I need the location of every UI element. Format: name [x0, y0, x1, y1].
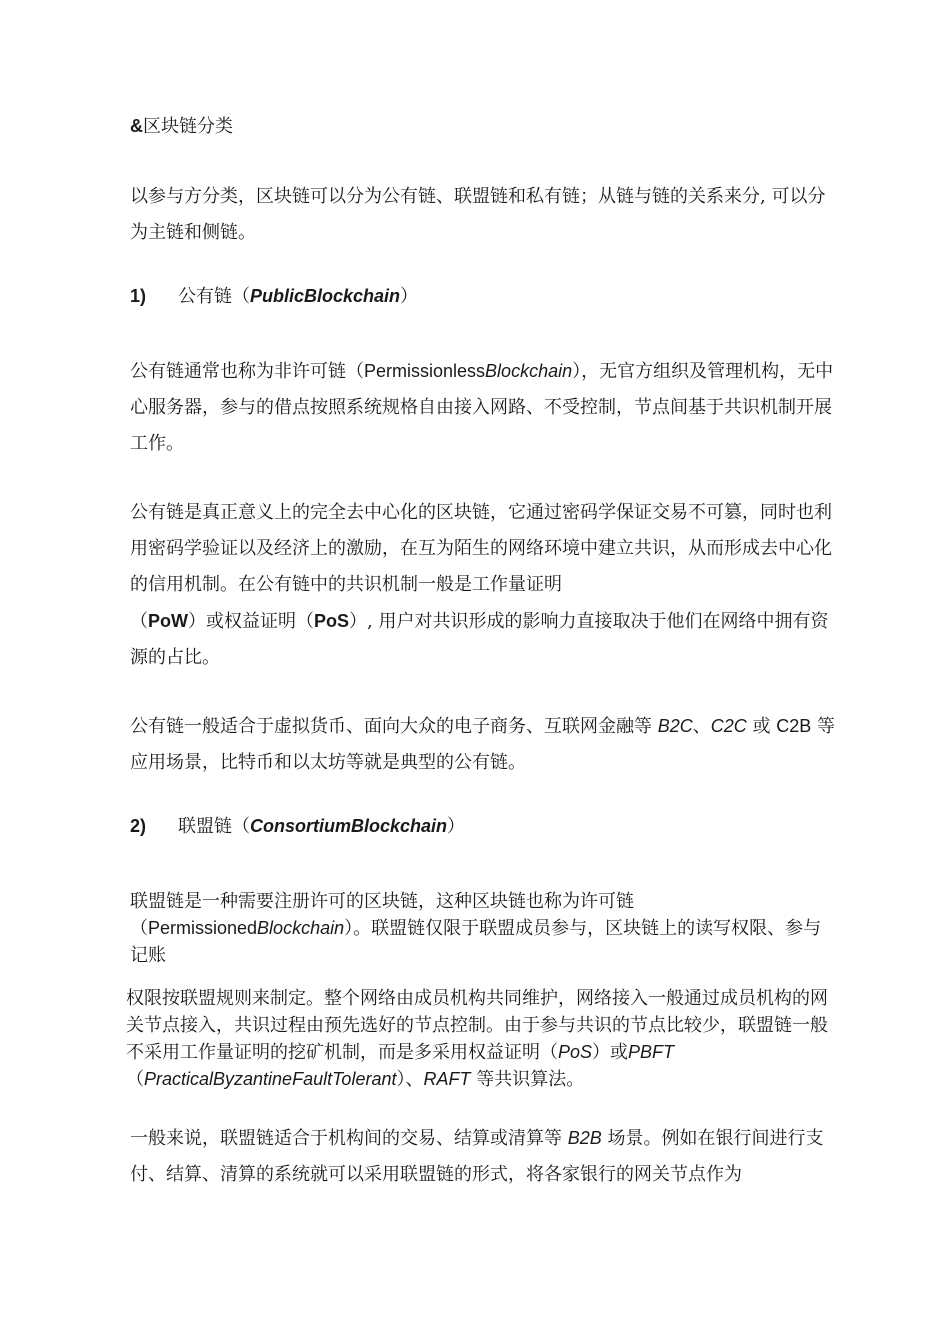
text-run: 公有链一般适合于虚拟货币、面向大众的电子商务、互联网金融等: [130, 716, 658, 737]
text-run: PoW: [148, 611, 188, 631]
text-run: C2C: [710, 716, 747, 736]
text-run: ）、: [396, 1069, 424, 1090]
heading-consortium-chain: [130, 808, 835, 845]
title-text: 区块链分类: [143, 116, 233, 137]
heading-label: 公有链（: [178, 286, 250, 307]
text-run: ）或权益证明（: [188, 611, 314, 632]
heading-close: ）: [447, 816, 466, 837]
text-run: RAFT: [423, 1069, 471, 1089]
text-run: B2C: [657, 716, 693, 736]
text-run: ）。联盟链仅限于联盟成员参与，区块链上的读写权限、参与记账: [130, 918, 822, 966]
text-run: 场景。例如在银行间进行支付、结算、清算的系统就可以采用联盟链的形式，将各家银行的网关节点作为: [130, 1128, 824, 1185]
text-run: PracticalByzantineFaultTolerant: [144, 1069, 397, 1089]
text-run: Blockchain: [257, 918, 345, 938]
intro-paragraph: 以参与方分类，区块链可以分为公有链、联盟链和私有链；从链与链的关系来分, 可以分为主链和侧链。: [130, 186, 826, 243]
text-run: ）或: [592, 1042, 629, 1063]
text-run: 一般来说，联盟链适合于机构间的交易、结算或清算等: [130, 1128, 568, 1149]
text-run: 公有链是真正意义上的完全去中心化的区块链，它通过密码学保证交易不可篡，同时也利用密码学验证以及经济上的激励，在互为陌生的网络环境中建立共识，从而形成去中心化的信用机制。在公有链中的共识机制一般是工作量证明: [130, 502, 832, 595]
text-run: Permissionless: [364, 361, 486, 381]
heading-close: ）: [400, 286, 419, 307]
paragraph-consortium-scenarios: [130, 1120, 835, 1193]
paragraph-public-chain-consensus: [130, 495, 835, 676]
heading-number: 2): [130, 816, 147, 836]
heading-public-chain: [130, 278, 835, 315]
heading-english: PublicBlockchain: [250, 286, 401, 306]
section-title: [130, 108, 835, 145]
text-run: 或: [746, 716, 777, 737]
heading-label: 联盟链（: [178, 816, 250, 837]
text-run: （: [130, 918, 148, 939]
text-run: 等应用场景，比特币和以太坊等就是典型的公有链。: [130, 716, 835, 773]
title-ampersand: &: [130, 116, 143, 136]
text-run: ）, 用户对共识形成的影响力直接取决于他们在网络中拥有资源的占比。: [130, 611, 829, 668]
text-run: C2B: [776, 716, 812, 736]
text-run: （: [126, 1069, 144, 1090]
text-run: （: [130, 611, 148, 632]
text-run: 等共识算法。: [470, 1069, 585, 1090]
paragraph-public-chain-definition: [130, 353, 835, 462]
text-run: B2B: [567, 1128, 602, 1148]
text-run: 公有链通常也称为非许可链（: [130, 361, 364, 382]
text-run: Blockchain: [485, 361, 573, 381]
text-run: ），无官方组织及管理机构，无中心服务器，参与的借点按照系统规格自由接入网路、不受控制，节点间基于共识机制开展工作。: [130, 361, 834, 454]
heading-english: ConsortiumBlockchain: [250, 816, 448, 836]
text-run: 联盟链是一种需要注册许可的区块链，这种区块链也称为许可链: [130, 891, 634, 912]
paragraph-public-chain-scenarios: [130, 708, 835, 781]
paragraph-consortium-definition: [130, 888, 835, 969]
text-run: PBFT: [628, 1042, 675, 1062]
paragraph-consortium-rules: [126, 985, 838, 1093]
text-run: 、: [692, 716, 711, 737]
text-run: PoS: [314, 611, 350, 631]
text-run: 权限按联盟规则来制定。整个网络由成员机构共同维护，网络接入一般通过成员机构的网关节点接入，共识过程由预先选好的节点控制。由于参与共识的节点比较少，联盟链一般不采用工作量证明的挖矿机制，而是多采用权益证明（: [126, 988, 828, 1063]
heading-number: 1): [130, 286, 147, 306]
text-run: Permissioned: [148, 918, 258, 938]
text-run: PoS: [558, 1042, 593, 1062]
